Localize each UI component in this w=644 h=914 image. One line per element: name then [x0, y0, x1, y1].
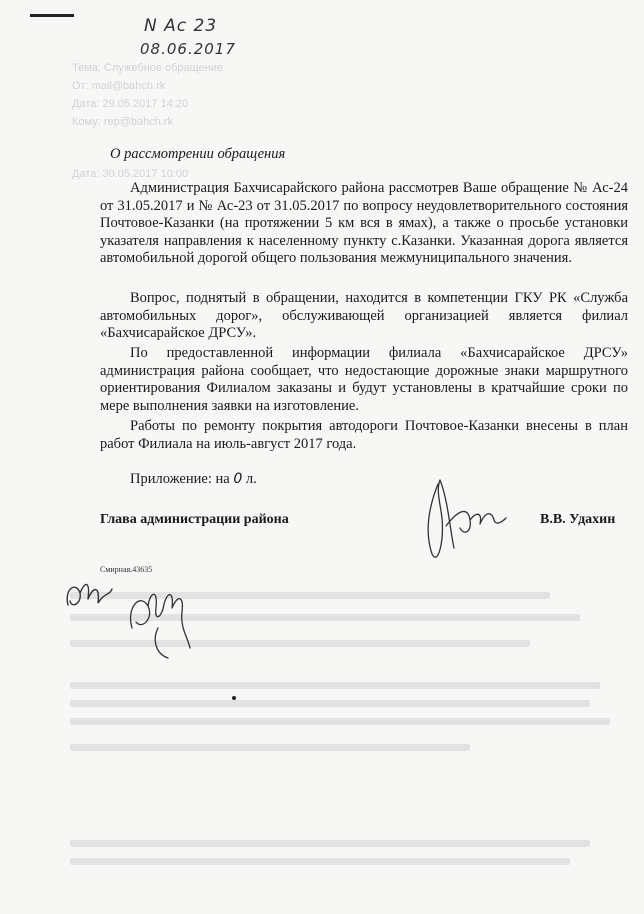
ghost-text-line: Тема: Служебное обращение: [72, 62, 224, 74]
paragraph-4: Работы по ремонту покрытия автодороги Почтовое-Казанки внесены в план работ Филиала на июль-август 2017 года.: [100, 418, 628, 452]
paragraph-3: По предоставленной информации филиала «Бахчисарайское ДРСУ» администрация района сообщает, что недостающие дорожные знаки маршрутного ориентирования Филиалом заказаны и будут установлены в кратчайшие сроки по мере выполнения заявки на изготовление.: [100, 345, 628, 414]
receiver-signature-1: [60, 575, 120, 625]
ink-dot: [232, 696, 236, 700]
handwritten-date: 08.06.2017: [140, 40, 236, 58]
paragraph-1: Администрация Бахчисарайского района рассмотрев Ваше обращение № Ас-24 от 31.05.2017 и № Ас-23 от 31.05.2017 по вопросу неудовлетворительного состояния Почтовое-Казанки (на протяжении 5 км вся в ямах), а также о просьбе установки указателя направления к населенному пункту с.Казанки. Указанная дорога является автомобильной дорогой общего пользования межмуниципального значения.: [100, 180, 628, 267]
signatory-name: В.В. Удахин: [540, 512, 616, 527]
attachment-prefix: Приложение: на: [130, 471, 234, 487]
receiver-signature-2: [118, 578, 198, 663]
attachment-line: [130, 471, 257, 488]
document-subject: О рассмотрении обращения: [110, 146, 286, 162]
executor-note: Смирная.43635: [100, 565, 153, 574]
paragraph-2: Вопрос, поднятый в обращении, находится в компетенции ГКУ РК «Служба автомобильных дорог», обслуживающей организацией является филиал «Бахчисарайское ДРСУ».: [100, 290, 628, 342]
ghost-text-line: Дата: 30.05.2017 10:00: [72, 168, 189, 180]
attachment-suffix: л.: [242, 471, 257, 487]
ghost-text-line: Дата: 29.05.2017 14:20: [72, 98, 189, 110]
ghost-text-line: От: mail@bahch.rk: [72, 80, 166, 92]
top-mark: [30, 14, 74, 17]
signatory-title: Глава администрации района: [100, 512, 289, 527]
handwritten-number: N Ac 23: [144, 16, 218, 36]
head-signature: [410, 470, 520, 570]
attachment-count: 0: [233, 471, 243, 487]
ghost-text-line: Кому: rep@bahch.rk: [72, 116, 174, 128]
